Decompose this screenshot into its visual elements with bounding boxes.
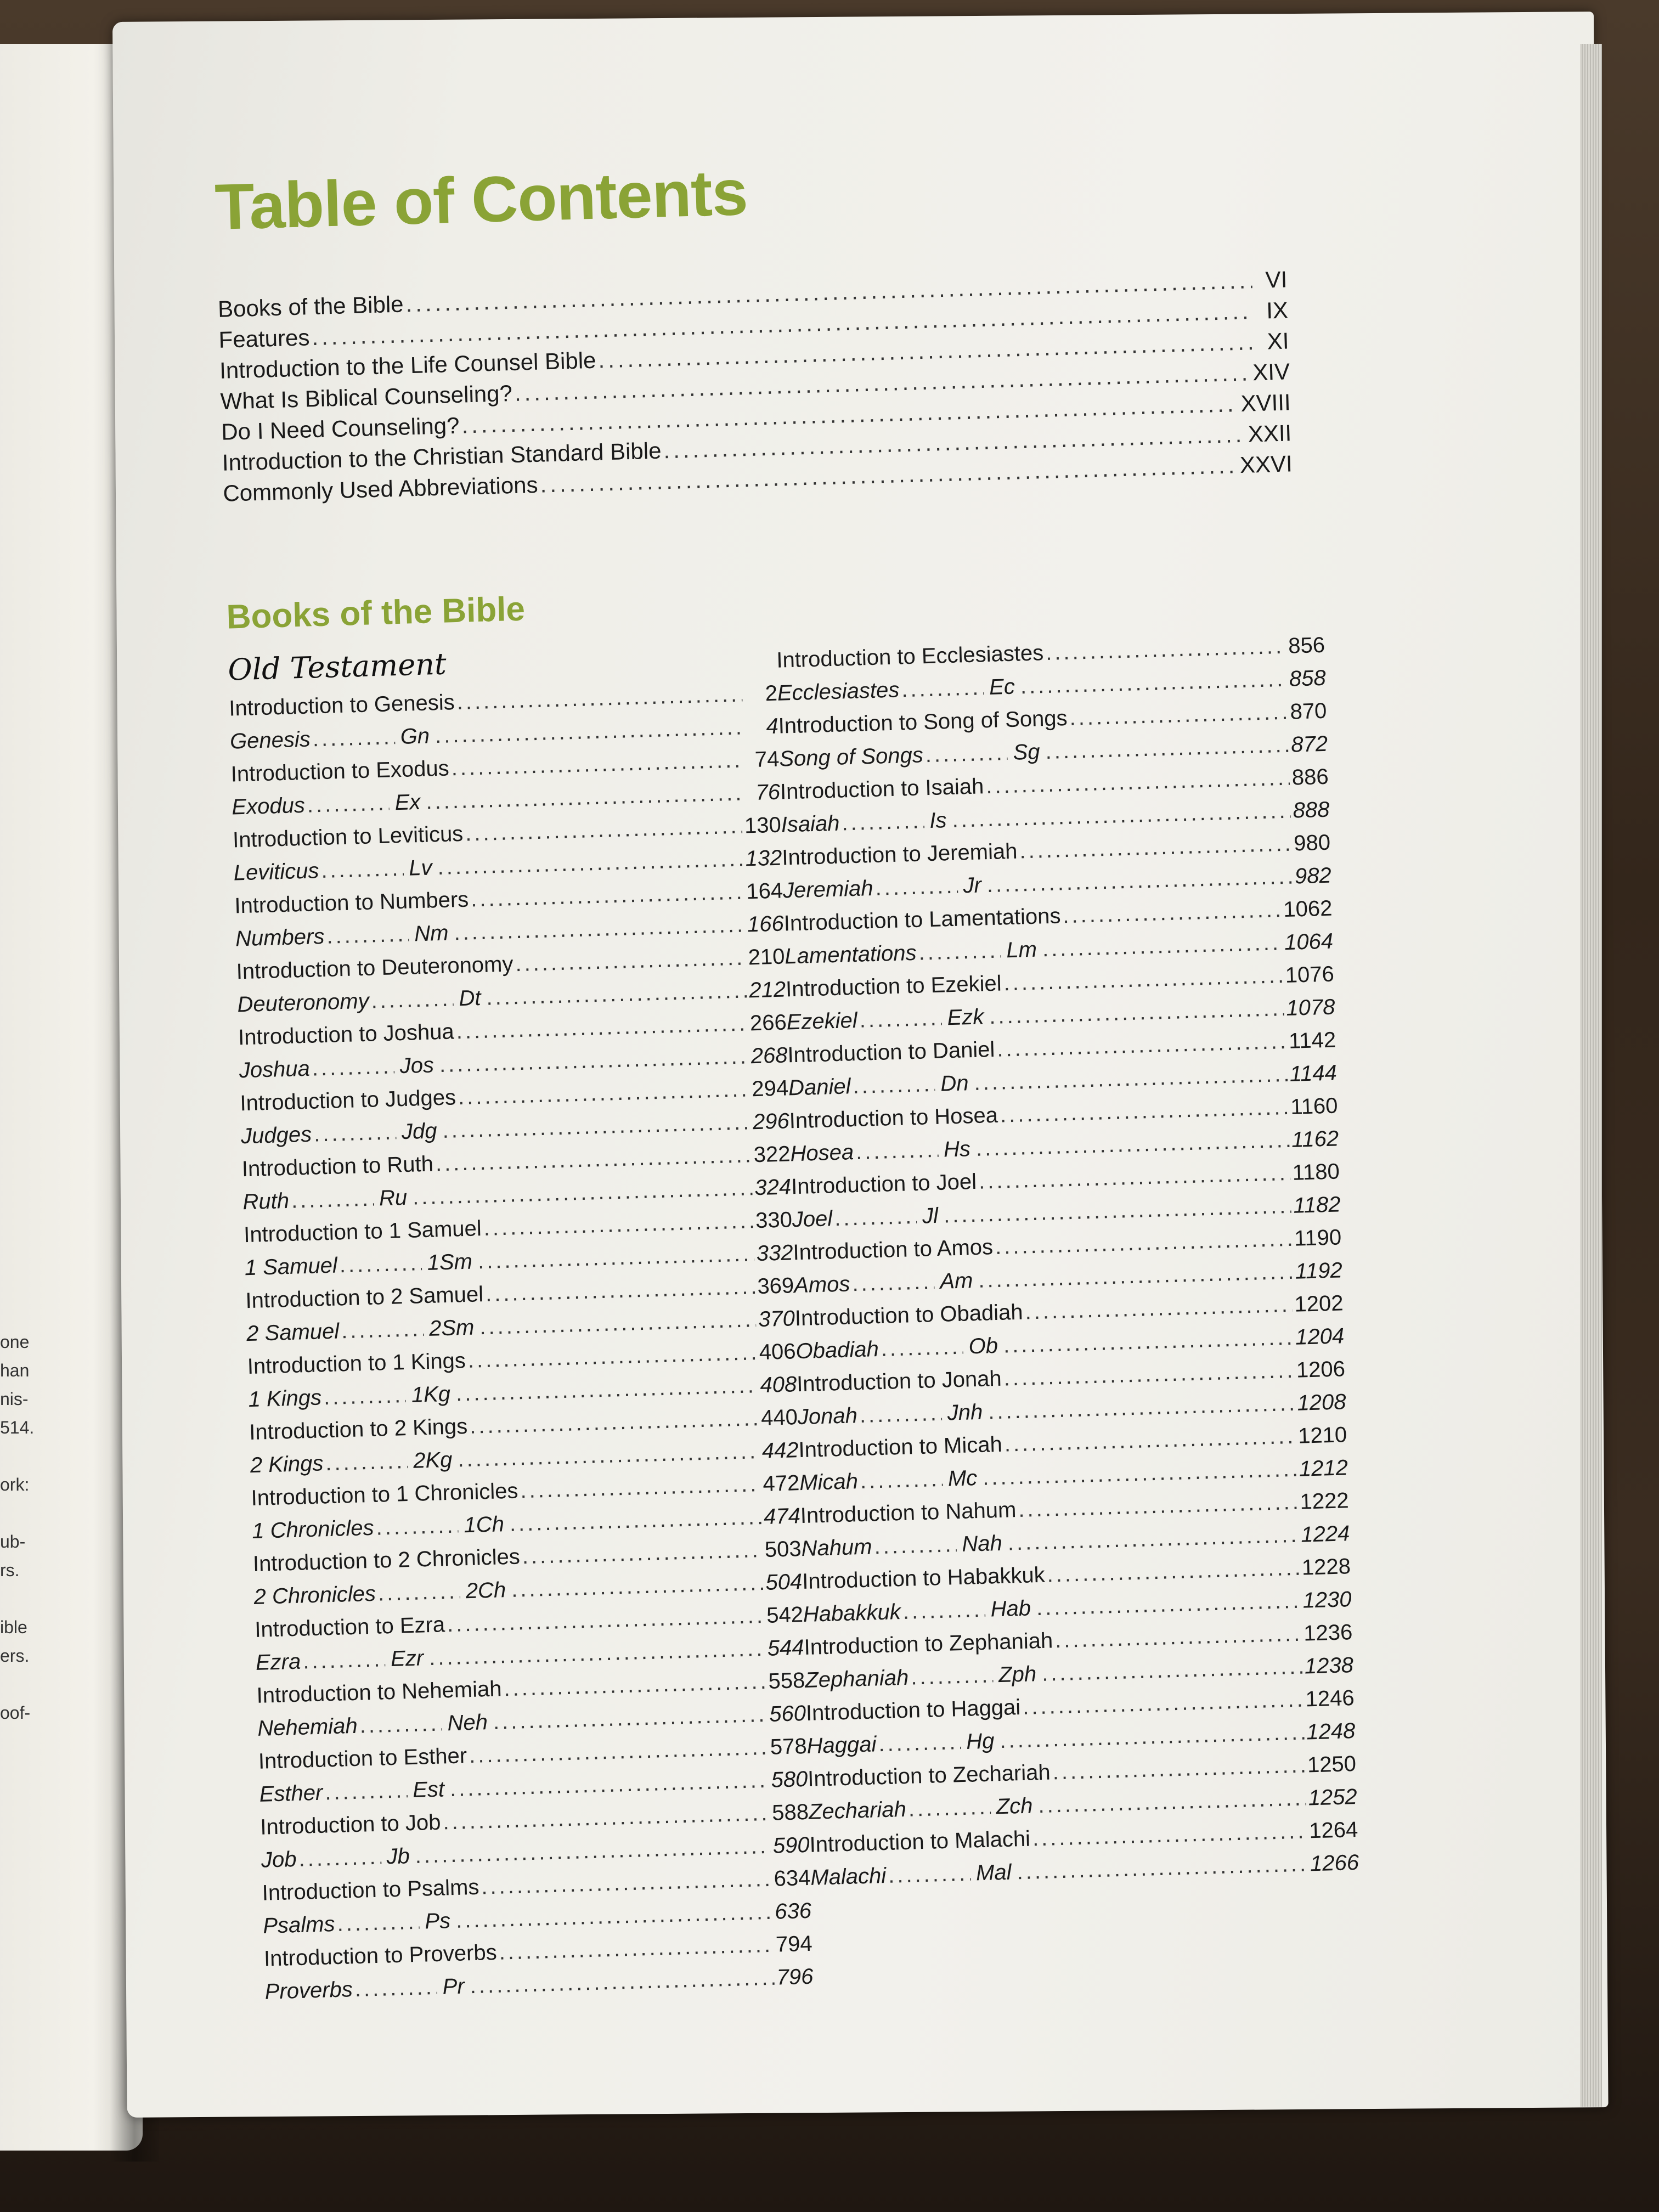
entry-page-number: XI (1267, 328, 1290, 354)
leader-dots (878, 1730, 961, 1757)
entry-title: 1 Kings (247, 1385, 322, 1412)
entry-page-number: 369 (757, 1273, 794, 1299)
entry-page-number: 1210 (1297, 1423, 1347, 1448)
entry-page-number: 1162 (1291, 1126, 1339, 1152)
entry-title: Introduction to Psalms (262, 1875, 479, 1905)
entry-title: Introduction to Joel (791, 1169, 977, 1199)
entry-page-number: 980 (1293, 830, 1331, 856)
entry-page-number: 544 (767, 1635, 805, 1661)
entry-page-number: 1236 (1303, 1620, 1353, 1646)
entry-page-number: 1144 (1289, 1060, 1338, 1086)
toc-content (214, 139, 1391, 2062)
entry-page-number: 636 (774, 1898, 812, 1924)
entry-title: Daniel (788, 1074, 851, 1101)
entry-page-number: 296 (752, 1109, 790, 1135)
entry-title: Nehemiah (257, 1713, 358, 1741)
leader-dots (291, 1187, 374, 1214)
leader-dots (842, 809, 924, 836)
entry-page-number: 794 (775, 1931, 813, 1957)
entry-abbreviation: Is (929, 808, 947, 833)
entry-page-number: 982 (1294, 863, 1332, 889)
entry-page-number: 294 (751, 1076, 789, 1102)
leader-dots (834, 1204, 917, 1231)
entry-title: Books of the Bible (217, 291, 404, 322)
entry-title: Introduction to Leviticus (232, 821, 464, 853)
entry-page-number: 1264 (1308, 1817, 1358, 1843)
leader-dots (908, 1795, 991, 1822)
entry-page-number: 870 (1289, 698, 1327, 724)
leader-dots (1045, 634, 1286, 665)
leader-dots (371, 986, 454, 1013)
leader-dots (902, 1598, 985, 1624)
old-testament-heading: Old Testament (227, 646, 447, 687)
entry-page-number: 1078 (1285, 995, 1336, 1021)
entry-page-number: 872 (1290, 731, 1328, 757)
entry-title: Introduction to Ecclesiastes (776, 641, 1044, 673)
leader-dots (341, 1317, 424, 1344)
entry-abbreviation: Pr (442, 1974, 465, 1999)
entry-title: Introduction to 2 Chronicles (252, 1544, 521, 1577)
entry-page-number: 1142 (1288, 1028, 1336, 1053)
entry-page-number: 472 (762, 1471, 800, 1496)
entry-title: Introduction to Jeremiah (781, 839, 1018, 870)
leader-dots (855, 1138, 938, 1165)
left-page-fragment: ers. (0, 1646, 30, 1666)
entry-abbreviation: Sg (1013, 740, 1041, 765)
entry-page-number: 212 (748, 977, 786, 1003)
entry-page-number: 588 (771, 1799, 809, 1825)
entry-title: Ecclesiastes (777, 678, 900, 706)
entry-page-number: 1222 (1299, 1488, 1350, 1514)
entry-page-number: 504 (765, 1570, 803, 1595)
entry-page-number: 324 (754, 1175, 792, 1200)
entry-abbreviation: Jr (962, 873, 982, 898)
entry-page-number: 408 (759, 1372, 797, 1398)
entry-title: Proverbs (264, 1977, 353, 2004)
entry-title: Esther (259, 1780, 323, 1807)
entry-title: Introduction to 2 Kings (249, 1414, 468, 1445)
entry-abbreviation: Hs (943, 1137, 971, 1162)
leader-dots (307, 791, 390, 818)
entry-page-number: 1230 (1302, 1587, 1352, 1613)
leader-dots (859, 1401, 942, 1428)
entry-title: Features (218, 324, 310, 353)
entry-page-number: 634 (774, 1865, 811, 1891)
entry-title: Introduction to Exodus (230, 756, 450, 787)
entry-title: Introduction to Ezekiel (785, 971, 1002, 1002)
entry-title: Introduction to Micah (798, 1432, 1003, 1463)
entry-title: Hosea (789, 1140, 854, 1166)
entry-title: Introduction to Daniel (787, 1037, 995, 1068)
entry-page-number: XXII (1248, 420, 1292, 447)
entry-page-number: 1204 (1295, 1324, 1345, 1350)
entry-title: Do I Need Counseling? (221, 412, 460, 445)
entry-title: Introduction to Proverbs (263, 1940, 498, 1971)
entry-page-number: 1180 (1292, 1159, 1340, 1185)
entry-page-number: 1062 (1283, 896, 1333, 922)
entry-page-number: 503 (764, 1537, 802, 1562)
entry-abbreviation: Lv (408, 855, 433, 881)
entry-title: Introduction to 1 Samuel (243, 1216, 482, 1248)
entry-abbreviation: 2Kg (413, 1447, 453, 1473)
leader-dots (312, 725, 395, 752)
entry-title: Ezekiel (786, 1008, 858, 1035)
entry-page-number: 164 (746, 878, 783, 904)
entry-title: Introduction to Joshua (238, 1019, 455, 1050)
entry-page-number: 558 (768, 1668, 805, 1694)
entry-title: Genesis (229, 727, 311, 754)
leader-dots (312, 1054, 394, 1081)
entry-abbreviation: Lm (1006, 937, 1037, 963)
entry-title: Amos (793, 1272, 851, 1298)
entry-abbreviation: Jdg (401, 1119, 438, 1144)
entry-abbreviation: Nm (414, 921, 449, 946)
entry-abbreviation: 1Kg (411, 1381, 451, 1407)
entry-title: Introduction to Ezra (254, 1612, 445, 1642)
entry-page-number: XVIII (1240, 389, 1291, 416)
leader-dots (901, 675, 984, 702)
leader-dots (925, 741, 1008, 768)
entry-page-number: 542 (766, 1602, 804, 1628)
entry-page-number: 1064 (1284, 929, 1334, 955)
entry-title: Introduction to Zechariah (807, 1760, 1051, 1791)
entry-page-number: 578 (770, 1734, 808, 1759)
entry-page-number: 1250 (1307, 1752, 1357, 1778)
entry-abbreviation: Ps (424, 1909, 451, 1934)
leader-dots (456, 682, 743, 715)
entry-page-number: 1238 (1304, 1653, 1354, 1679)
entry-abbreviation: Ex (394, 789, 421, 815)
entry-page-number: 440 (760, 1405, 798, 1431)
leader-dots (918, 939, 1001, 966)
entry-page-number: 132 (745, 845, 783, 871)
entry-abbreviation: Jnh (947, 1400, 983, 1425)
leader-dots (325, 1449, 408, 1476)
entry-page-number: 442 (761, 1438, 799, 1464)
entry-page-number: 4 (765, 714, 779, 739)
entry-page-number: 330 (755, 1207, 793, 1233)
entry-page-number: 1248 (1306, 1719, 1356, 1745)
entry-abbreviation: Hg (966, 1729, 995, 1754)
leader-dots (359, 1712, 442, 1739)
entry-page-number: 1246 (1305, 1686, 1355, 1712)
leader-dots (321, 856, 404, 883)
leader-dots (298, 1845, 381, 1872)
entry-page-number: 560 (769, 1701, 806, 1726)
entry-abbreviation: Nah (961, 1531, 1003, 1556)
entry-page-number: 474 (763, 1504, 801, 1529)
entry-title: Obadiah (795, 1337, 879, 1364)
entry-title: Introduction to Jonah (796, 1366, 1002, 1397)
entry-abbreviation: Ob (968, 1333, 998, 1359)
leader-dots (853, 1072, 935, 1099)
entry-title: Introduction to 1 Kings (247, 1348, 466, 1379)
entry-title: Joel (792, 1206, 833, 1232)
entry-page-number: 856 (1288, 633, 1325, 658)
entry-title: 1 Samuel (244, 1253, 338, 1280)
entry-page-number: 1212 (1299, 1455, 1348, 1481)
entry-title: Introduction to Nahum (800, 1498, 1017, 1528)
leader-dots (376, 1514, 459, 1541)
leader-dots (303, 1647, 386, 1674)
leader-dots (888, 1861, 971, 1888)
entry-title: Introduction to Isaiah (780, 774, 984, 804)
entry-title: Introduction to the Christian Standard Bible (222, 437, 662, 476)
entry-title: Psalms (262, 1912, 336, 1938)
entry-page-number: 1202 (1294, 1291, 1344, 1317)
entry-title: 1 Chronicles (251, 1515, 375, 1544)
entry-abbreviation: 1Sm (427, 1249, 473, 1275)
entry-title: Introduction to 2 Samuel (245, 1282, 484, 1313)
entry-title: Introduction to Judges (239, 1085, 456, 1116)
left-page-fragment: 514. (0, 1418, 35, 1437)
entry-title: Jonah (797, 1403, 858, 1430)
entry-page-number: 796 (776, 1964, 814, 1990)
entry-title: Introduction to Habakkuk (802, 1562, 1046, 1594)
entry-title: Zephaniah (804, 1665, 909, 1692)
left-page-fragment: ork: (0, 1475, 30, 1494)
entry-page-number: 1190 (1294, 1225, 1342, 1251)
entry-title: 2 Kings (250, 1451, 324, 1478)
leader-dots (323, 1383, 406, 1410)
books-heading: Books of the Bible (225, 590, 526, 636)
entry-title: Ruth (242, 1188, 290, 1215)
entry-page-number: 1228 (1301, 1554, 1351, 1580)
entry-title: Leviticus (233, 859, 319, 885)
entry-title: Malachi (810, 1864, 887, 1890)
entry-abbreviation: Hab (990, 1596, 1031, 1622)
entry-abbreviation: Am (939, 1268, 973, 1294)
entry-abbreviation: 2Ch (465, 1578, 506, 1604)
leader-dots (875, 874, 958, 901)
entry-page-number: 1206 (1296, 1357, 1346, 1383)
entry-title: Judges (240, 1122, 312, 1149)
entry-title: Job (261, 1847, 297, 1872)
leader-dots (911, 1663, 994, 1690)
entry-title: Introduction to Hosea (789, 1103, 998, 1133)
entry-title: Introduction to Numbers (234, 887, 469, 918)
entry-abbreviation: Gn (400, 724, 430, 749)
entry-title: Song of Songs (778, 743, 924, 771)
entry-page-number: IX (1266, 297, 1289, 324)
leader-dots (860, 1467, 943, 1494)
entry-title: Introduction to Genesis (228, 690, 455, 721)
entry-title: Joshua (239, 1056, 311, 1083)
leader-dots (859, 1006, 942, 1033)
entry-abbreviation: Mc (947, 1466, 978, 1491)
entry-title: Deuteronomy (236, 989, 370, 1017)
entry-page-number: 1076 (1285, 962, 1335, 988)
left-page-fragment: oof- (0, 1703, 31, 1723)
entry-abbreviation: Dn (940, 1071, 969, 1096)
entry-title: Habakkuk (803, 1600, 901, 1627)
entry-title: 2 Chronicles (253, 1581, 376, 1609)
entry-page-number: 1266 (1310, 1850, 1359, 1876)
entry-title: Introduction to Job (259, 1810, 441, 1839)
leader-dots (339, 1251, 422, 1278)
entry-abbreviation: Est (412, 1777, 445, 1803)
entry-abbreviation: Zph (998, 1662, 1037, 1688)
entry-title: 2 Samuel (246, 1319, 340, 1346)
leader-dots (354, 1975, 437, 2002)
entry-page-number: 166 (747, 911, 785, 937)
leader-dots (377, 1579, 460, 1606)
entry-page-number: 1160 (1290, 1093, 1339, 1119)
entry-title: Commonly Used Abbreviations (222, 471, 539, 506)
left-page-fragment: ible (0, 1617, 27, 1637)
entry-title: What Is Biblical Counseling? (220, 380, 513, 414)
entry-title: Numbers (235, 924, 325, 951)
entry-title: Introduction to Haggai (805, 1695, 1021, 1725)
toc-column-right (776, 633, 1359, 1899)
entry-page-number: 130 (744, 812, 782, 838)
entry-title: Introduction to the Life Counsel Bible (219, 347, 597, 383)
entry-page-number: 406 (759, 1339, 797, 1365)
entry-abbreviation: Zch (996, 1793, 1034, 1819)
entry-abbreviation: Ezr (390, 1646, 424, 1672)
entry-page-number: 74 (754, 747, 780, 772)
leader-dots (325, 1778, 408, 1805)
entry-page-number: VI (1265, 266, 1288, 293)
left-page-fragment: nis- (0, 1389, 29, 1409)
entry-title: Isaiah (781, 811, 840, 837)
entry-page-number: 858 (1289, 665, 1327, 691)
entry-abbreviation: 2Sm (428, 1315, 475, 1341)
entry-page-number: XXVI (1239, 450, 1293, 478)
entry-abbreviation: Dt (458, 986, 482, 1011)
entry-title: Lamentations (784, 940, 917, 969)
entry-title: Introduction to Zephaniah (803, 1628, 1053, 1660)
entry-title: Exodus (231, 793, 306, 820)
entry-title: Jeremiah (782, 876, 874, 903)
entry-abbreviation: Neh (447, 1710, 488, 1736)
entry-abbreviation: Mal (975, 1860, 1012, 1886)
entry-title: Introduction to Obadiah (794, 1300, 1024, 1331)
entry-title: Nahum (800, 1534, 873, 1561)
front-matter-list (217, 266, 1293, 511)
leader-dots (852, 1269, 935, 1296)
entry-title: Introduction to Lamentations (783, 904, 1061, 936)
entry-page-number: 1208 (1296, 1390, 1347, 1415)
entry-page-number: 1192 (1295, 1258, 1343, 1284)
entry-page-number: 2 (765, 681, 778, 706)
entry-abbreviation: Jb (386, 1844, 410, 1869)
entry-title: Introduction to Song of Songs (778, 706, 1068, 738)
entry-page-number: 888 (1293, 797, 1330, 823)
entry-title: Introduction to Esther (258, 1743, 467, 1774)
entry-abbreviation: 1Ch (463, 1512, 505, 1538)
leader-dots (326, 922, 409, 949)
left-page-fragment: ub- (0, 1532, 26, 1551)
entry-page-number: 332 (756, 1240, 794, 1266)
page-title: Table of Contents (214, 156, 749, 244)
entry-title: Ezra (255, 1649, 301, 1675)
entry-page-number: 886 (1291, 764, 1329, 790)
entry-page-number: XIV (1252, 358, 1290, 386)
entry-page-number: 210 (748, 944, 786, 970)
entry-title: Haggai (806, 1732, 877, 1758)
leader-dots (874, 1532, 957, 1559)
entry-page-number: 1224 (1300, 1521, 1350, 1547)
leader-dots (314, 1120, 397, 1147)
entry-title: Introduction to 1 Chronicles (251, 1479, 518, 1511)
entry-title: Zechariah (808, 1797, 907, 1824)
left-page-fragment: han (0, 1361, 30, 1380)
entry-page-number: 266 (749, 1010, 787, 1036)
entry-abbreviation: Ru (379, 1185, 408, 1211)
entry-page-number: 1182 (1293, 1192, 1341, 1218)
entry-abbreviation: Ezk (947, 1005, 984, 1030)
left-page-fragment: rs. (0, 1560, 20, 1580)
left-page-fragment: one (0, 1332, 30, 1352)
entry-title: Introduction to Amos (792, 1235, 994, 1265)
entry-page-number: 370 (758, 1306, 795, 1332)
leader-dots (337, 1910, 420, 1937)
entry-page-number: 268 (751, 1043, 788, 1069)
entry-abbreviation: Jos (399, 1053, 435, 1079)
entry-title: Introduction to Nehemiah (256, 1677, 503, 1708)
entry-abbreviation: Jl (922, 1203, 939, 1228)
entry-page-number: 322 (753, 1142, 791, 1167)
entry-title: Introduction to Ruth (241, 1152, 434, 1182)
entry-page-number: 590 (772, 1832, 810, 1858)
toc-column-left (229, 681, 814, 2013)
entry-title: Introduction to Deuteronomy (236, 952, 514, 984)
entry-title: Introduction to Malachi (809, 1826, 1031, 1857)
page-edges (1580, 44, 1602, 2107)
leader-dots (881, 1335, 963, 1362)
entry-abbreviation: Ec (989, 674, 1015, 699)
entry-page-number: 76 (755, 780, 781, 805)
entry-page-number: 580 (770, 1767, 808, 1792)
entry-page-number: 1252 (1308, 1784, 1358, 1810)
entry-title: Micah (799, 1469, 859, 1496)
